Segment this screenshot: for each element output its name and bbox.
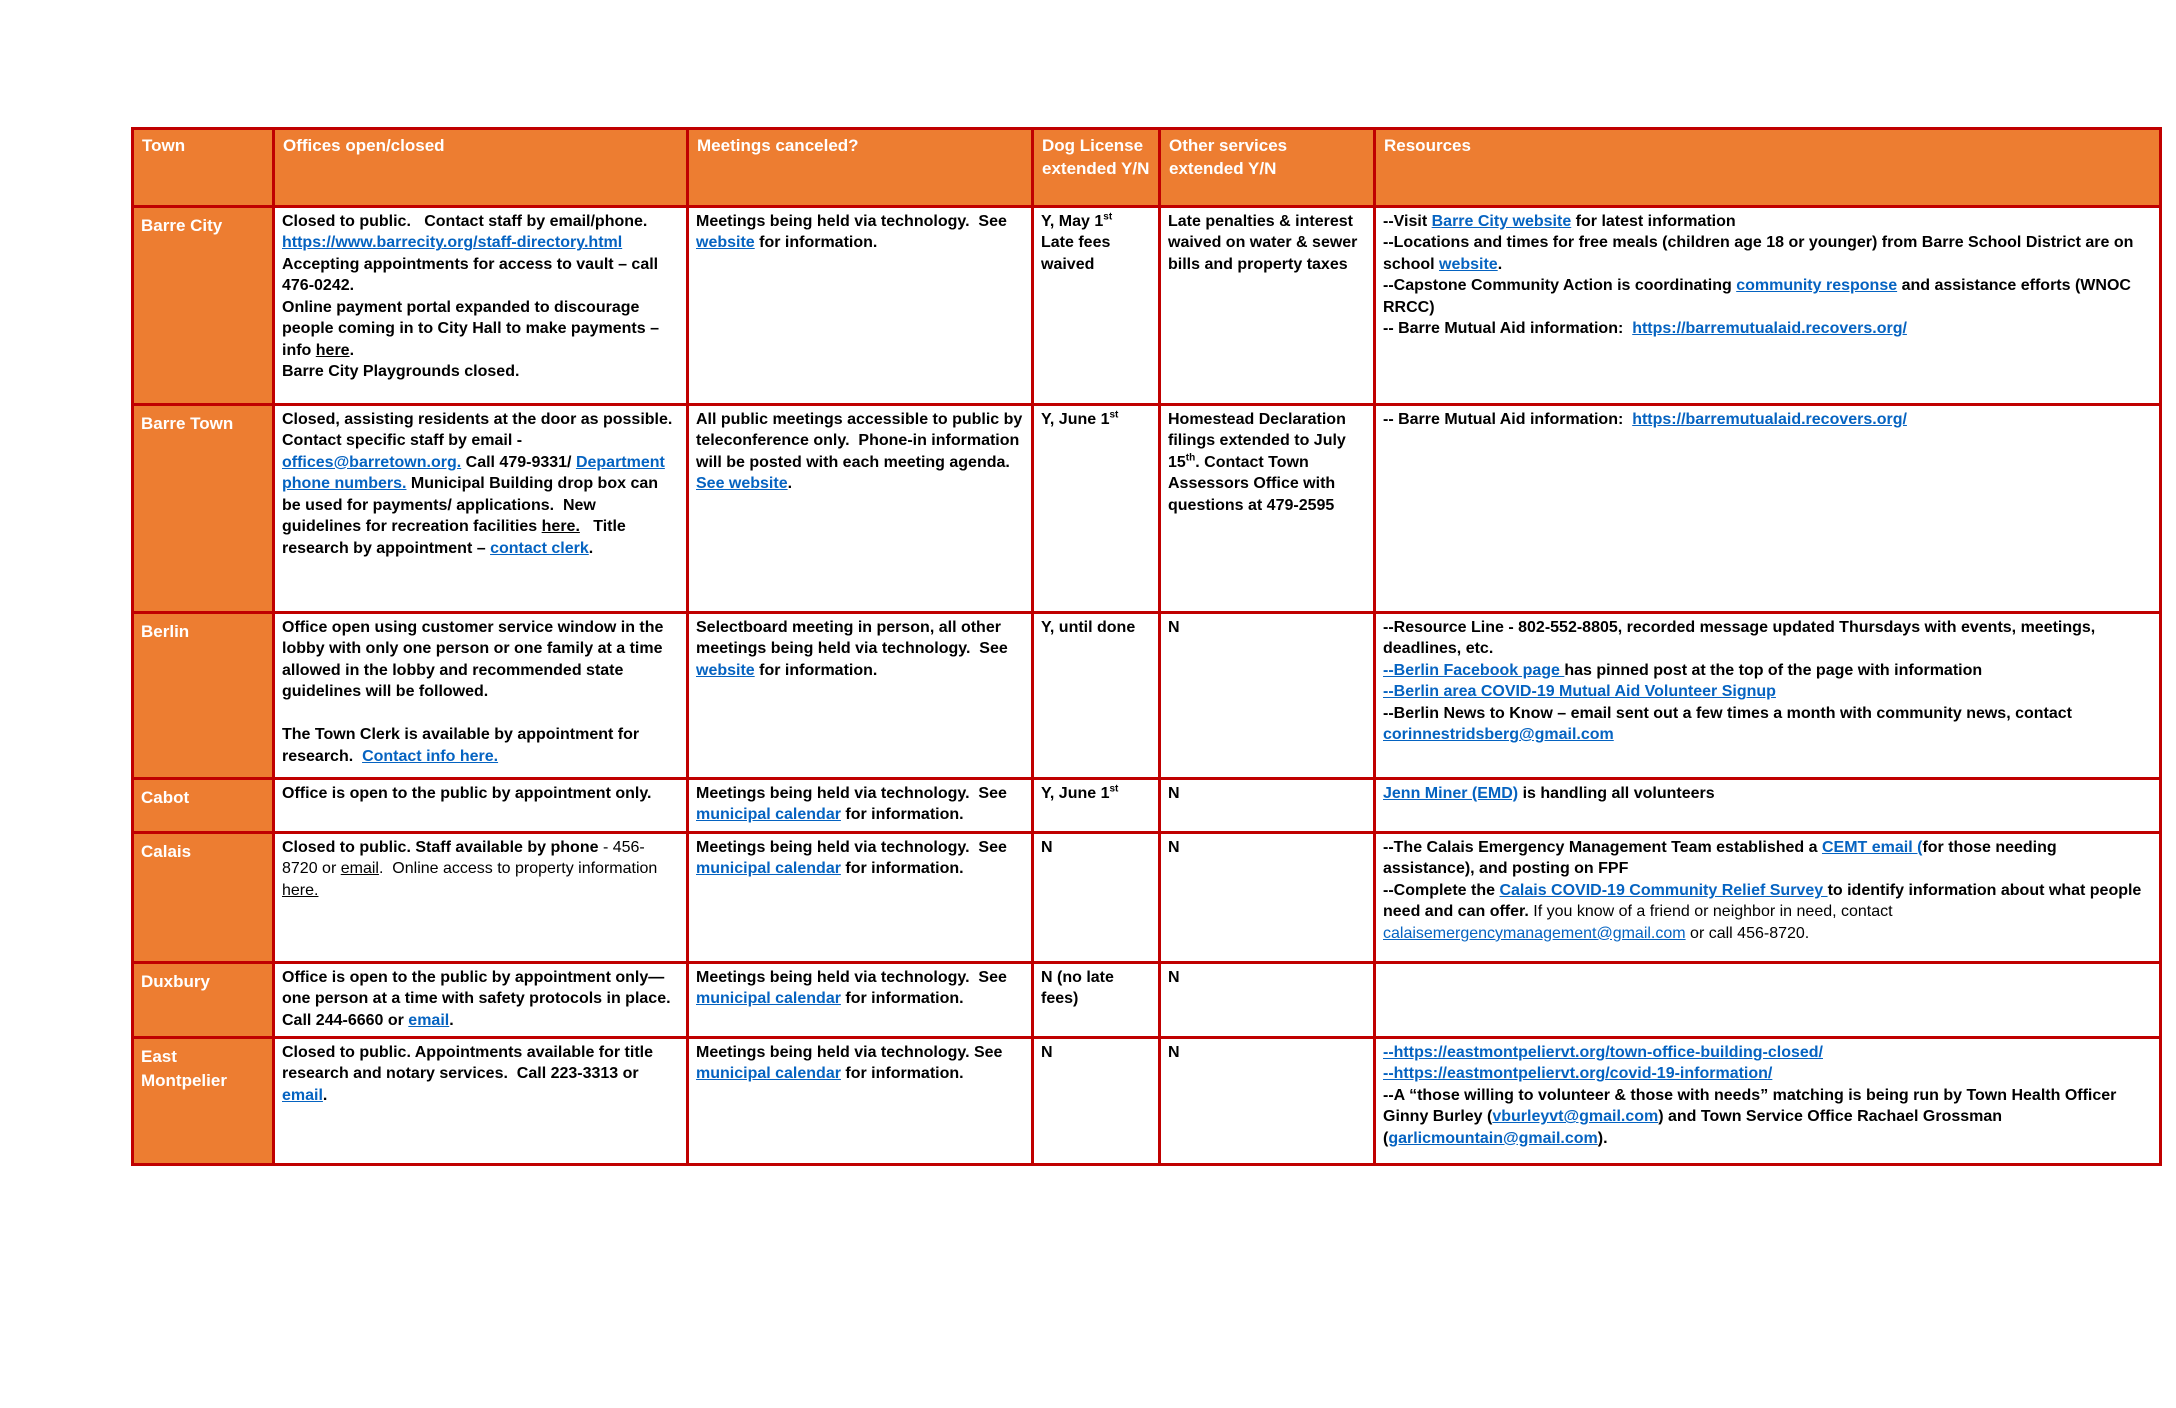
paragraph bbox=[282, 211, 679, 232]
text-run: . Online access to property information bbox=[378, 860, 658, 878]
text-run: --The Calais Emergency Management Team established a bbox=[1383, 839, 1822, 856]
cell-resources bbox=[1375, 405, 2161, 613]
text-run: Y, until done bbox=[1041, 619, 1136, 636]
cell-other bbox=[1160, 779, 1375, 833]
text-run: Title research by appointment – bbox=[282, 518, 626, 557]
text-run: --A “those willing to volunteer & those with needs” matching is being run by Town Health Officer Ginny Burley ( bbox=[1383, 1086, 2117, 1126]
link[interactable]: here. bbox=[541, 518, 580, 536]
text-run: Selectboard meeting in person, all other meetings being held via technology. See bbox=[696, 619, 1008, 658]
text-run: . bbox=[349, 341, 355, 359]
table-row bbox=[133, 833, 2161, 963]
paragraph bbox=[282, 409, 679, 559]
paragraph bbox=[696, 967, 1024, 1010]
paragraph bbox=[1383, 232, 2152, 275]
paragraph bbox=[282, 967, 679, 1031]
text-run: Meetings being held via technology. See bbox=[696, 1044, 1003, 1061]
link[interactable]: --https://eastmontpeliervt.org/covid-19-information/ bbox=[1383, 1065, 1773, 1083]
paragraph bbox=[1383, 837, 2152, 880]
town-cell: East Montpelier bbox=[133, 1038, 274, 1165]
text-run: N bbox=[1041, 839, 1053, 856]
text-run: Y, May 1 bbox=[1041, 213, 1104, 230]
paragraph bbox=[1383, 783, 2152, 804]
cell-offices bbox=[274, 779, 688, 833]
link[interactable]: municipal calendar bbox=[696, 1065, 841, 1083]
paragraph bbox=[1383, 211, 2152, 232]
cell-dog bbox=[1033, 779, 1160, 833]
link[interactable]: https://www.barrecity.org/staff-directory.html bbox=[282, 234, 623, 252]
table-body bbox=[133, 207, 2161, 1165]
cell-meetings bbox=[688, 405, 1033, 613]
cell-other bbox=[1160, 405, 1375, 613]
cell-dog bbox=[1033, 833, 1160, 963]
cell-meetings bbox=[688, 963, 1033, 1038]
text-run: Accepting appointments for access to vault – call 476-0242. bbox=[282, 255, 659, 295]
table-row bbox=[133, 405, 2161, 613]
text-run: N bbox=[1168, 969, 1180, 986]
text-run: -- Barre Mutual Aid information: bbox=[1383, 320, 1633, 338]
text-run: Closed to public. Contact staff by email/phone. bbox=[282, 213, 648, 230]
link[interactable]: Jenn Miner (EMD) bbox=[1383, 785, 1519, 802]
cell-offices bbox=[274, 833, 688, 963]
text-run: --Complete the bbox=[1383, 881, 1500, 899]
paragraph bbox=[1383, 1085, 2152, 1149]
link[interactable]: vburleyvt@gmail.com bbox=[1492, 1108, 1659, 1126]
cell-offices bbox=[274, 405, 688, 613]
cell-other bbox=[1160, 833, 1375, 963]
text-run: ). bbox=[1597, 1129, 1608, 1147]
paragraph bbox=[696, 617, 1024, 681]
paragraph bbox=[282, 361, 679, 382]
link[interactable]: municipal calendar bbox=[696, 990, 841, 1008]
text-run: Meetings being held via technology. See bbox=[696, 839, 1007, 856]
link[interactable]: email bbox=[408, 1011, 450, 1029]
text-run: . bbox=[787, 475, 793, 493]
link[interactable]: email bbox=[282, 1086, 323, 1104]
cell-meetings bbox=[688, 779, 1033, 833]
cell-other bbox=[1160, 207, 1375, 405]
town-status-table bbox=[131, 127, 2162, 1166]
paragraph bbox=[282, 232, 679, 253]
paragraph bbox=[1041, 783, 1151, 804]
link[interactable]: https://barremutualaid.recovers.org/ bbox=[1632, 411, 1907, 428]
col-header-town: Town bbox=[133, 129, 274, 207]
text-run: st bbox=[1103, 211, 1113, 223]
paragraph bbox=[1383, 318, 2152, 339]
paragraph bbox=[1168, 1042, 1366, 1063]
paragraph bbox=[282, 783, 679, 804]
paragraph bbox=[1041, 837, 1151, 858]
text-run: . bbox=[588, 539, 594, 557]
paragraph bbox=[696, 211, 1024, 254]
link[interactable]: calaisemergencymanagement@gmail.com bbox=[1383, 924, 1686, 942]
paragraph bbox=[1041, 409, 1151, 430]
text-run: N bbox=[1168, 619, 1180, 636]
text-run: N bbox=[1168, 839, 1180, 856]
link[interactable]: here bbox=[315, 341, 350, 359]
col-header-other-services: Other services extended Y/N bbox=[1160, 129, 1375, 207]
text-run: Meetings being held via technology. See bbox=[696, 213, 1007, 230]
link[interactable]: website bbox=[1439, 255, 1498, 273]
cell-offices bbox=[274, 963, 688, 1038]
cell-offices bbox=[274, 207, 688, 405]
link[interactable]: garlicmountain@gmail.com bbox=[1388, 1129, 1598, 1147]
link[interactable]: --Berlin area COVID-19 Mutual Aid Volunteer Signup bbox=[1383, 683, 1776, 701]
cell-dog bbox=[1033, 405, 1160, 613]
text-run: . bbox=[449, 1011, 454, 1029]
text-run: for information. bbox=[840, 860, 964, 878]
paragraph bbox=[282, 724, 679, 767]
link[interactable]: contact clerk bbox=[490, 539, 589, 557]
table-row bbox=[133, 963, 2161, 1038]
town-cell: Barre City bbox=[133, 207, 274, 405]
text-run: Municipal Building drop box can be used for payments/ applications. New guidelines for recreation facilities bbox=[282, 475, 659, 536]
link[interactable]: Barre City website bbox=[1431, 213, 1572, 230]
link[interactable]: Contact info here. bbox=[362, 747, 499, 765]
col-header-offices: Offices open/closed bbox=[274, 129, 688, 207]
paragraph bbox=[1383, 703, 2152, 746]
cell-dog bbox=[1033, 963, 1160, 1038]
text-run: N (no late fees) bbox=[1041, 969, 1114, 1008]
paragraph bbox=[1041, 232, 1151, 275]
paragraph bbox=[696, 1042, 1024, 1085]
link[interactable]: here. bbox=[282, 881, 319, 899]
link[interactable]: email bbox=[340, 860, 379, 878]
text-run: for information. bbox=[840, 1065, 964, 1083]
text-run: Y, June 1 bbox=[1041, 411, 1110, 428]
paragraph bbox=[1041, 1042, 1151, 1063]
text-run: Closed to public. Staff available by phone bbox=[282, 839, 603, 856]
paragraph bbox=[1383, 660, 2152, 681]
paragraph bbox=[1168, 409, 1366, 516]
paragraph bbox=[696, 837, 1024, 880]
link[interactable]: corinnestridsberg@gmail.com bbox=[1383, 726, 1614, 744]
text-run: for information. bbox=[840, 806, 964, 824]
paragraph bbox=[282, 703, 679, 724]
paragraph bbox=[1168, 967, 1366, 988]
text-run: Online payment portal expanded to discourage people coming in to City Hall to make payments – info bbox=[282, 298, 659, 359]
cell-meetings bbox=[688, 613, 1033, 779]
text-run: Late fees waived bbox=[1041, 234, 1111, 273]
text-run: ) and Town Service Office Rachael Grossman ( bbox=[1383, 1108, 2003, 1147]
cell-meetings bbox=[688, 833, 1033, 963]
paragraph bbox=[696, 783, 1024, 826]
link[interactable]: municipal calendar bbox=[696, 806, 841, 824]
cell-resources bbox=[1375, 1038, 2161, 1165]
text-run: All public meetings accessible to public by teleconference only. Phone-in information will be posted with each meeting agenda. bbox=[696, 411, 1023, 471]
cell-meetings bbox=[688, 207, 1033, 405]
text-run: --Locations and times for free meals (children age 18 or younger) from Barre School District are on school bbox=[1383, 234, 2134, 273]
cell-offices bbox=[274, 1038, 688, 1165]
text-run: or call 456-8720. bbox=[1685, 924, 1810, 942]
text-run: Meetings being held via technology. See bbox=[696, 969, 1007, 986]
table-row bbox=[133, 207, 2161, 405]
text-run: has pinned post at the top of the page with information bbox=[1564, 661, 1983, 679]
text-run: Call 479-9331/ bbox=[461, 453, 576, 471]
text-run: . bbox=[322, 1086, 328, 1104]
text-run: N bbox=[1168, 785, 1180, 802]
text-run: --Resource Line - 802-552-8805, recorded message updated Thursdays with events, meetings, deadlines, etc. bbox=[1383, 619, 2096, 658]
text-run: N bbox=[1168, 1044, 1180, 1061]
paragraph bbox=[1168, 617, 1366, 638]
col-header-meetings: Meetings canceled? bbox=[688, 129, 1033, 207]
town-cell: Duxbury bbox=[133, 963, 274, 1038]
link[interactable]: community response bbox=[1736, 277, 1898, 295]
paragraph bbox=[282, 297, 679, 361]
table-row bbox=[133, 779, 2161, 833]
cell-other bbox=[1160, 1038, 1375, 1165]
text-run: st bbox=[1109, 783, 1119, 795]
text-run: -- Barre Mutual Aid information: bbox=[1383, 411, 1633, 428]
text-run: If you know of a friend or neighbor in need, contact bbox=[1528, 903, 1893, 921]
paragraph bbox=[1041, 211, 1151, 232]
cell-resources bbox=[1375, 779, 2161, 833]
cell-offices bbox=[274, 613, 688, 779]
paragraph bbox=[696, 409, 1024, 495]
text-run: --Berlin News to Know – email sent out a few times a month with community news, contact bbox=[1383, 704, 2072, 722]
paragraph bbox=[282, 617, 679, 703]
paragraph bbox=[1168, 837, 1366, 858]
text-run: Closed to public. Appointments available for title research and notary services. Call 223-3313 or bbox=[282, 1044, 653, 1083]
text-run: for information. bbox=[840, 990, 964, 1008]
cell-meetings bbox=[688, 1038, 1033, 1165]
town-cell: Berlin bbox=[133, 613, 274, 779]
table-header bbox=[133, 129, 2161, 207]
paragraph bbox=[1168, 211, 1366, 275]
cell-dog bbox=[1033, 1038, 1160, 1165]
text-run: - 456-8720 or bbox=[282, 839, 645, 878]
text-run: --Capstone Community Action is coordinating bbox=[1383, 277, 1737, 295]
paragraph bbox=[1383, 1042, 2152, 1063]
text-run: st bbox=[1109, 409, 1119, 421]
link[interactable]: Department phone numbers. bbox=[282, 453, 665, 493]
paragraph bbox=[1383, 880, 2152, 944]
text-run: N bbox=[1041, 1044, 1053, 1061]
cell-resources bbox=[1375, 833, 2161, 963]
table-row bbox=[133, 613, 2161, 779]
link[interactable]: --Berlin Facebook page bbox=[1383, 661, 1565, 679]
table-row bbox=[133, 1038, 2161, 1165]
text-run: Y, June 1 bbox=[1041, 785, 1110, 802]
text-run: Office is open to the public by appointment only—one person at a time with safety protocols in place. Call 244-6660 or bbox=[282, 969, 675, 1029]
cell-other bbox=[1160, 613, 1375, 779]
cell-resources bbox=[1375, 963, 2161, 1038]
link[interactable]: municipal calendar bbox=[696, 860, 841, 878]
paragraph bbox=[1041, 617, 1151, 638]
paragraph bbox=[282, 1042, 679, 1106]
text-run: is handling all volunteers bbox=[1518, 785, 1715, 802]
link[interactable]: CEMT email ( bbox=[1821, 839, 1923, 856]
paragraph bbox=[1383, 681, 2152, 702]
paragraph bbox=[1383, 1063, 2152, 1084]
cell-dog bbox=[1033, 207, 1160, 405]
paragraph bbox=[282, 254, 679, 297]
town-cell: Barre Town bbox=[133, 405, 274, 613]
town-cell: Cabot bbox=[133, 779, 274, 833]
link[interactable]: offices@barretown.org. bbox=[282, 453, 462, 471]
paragraph bbox=[1383, 409, 2152, 430]
link[interactable]: Calais COVID-19 Community Relief Survey bbox=[1499, 881, 1828, 899]
text-run: Office open using customer service window in the lobby with only one person or one family at a time allowed in the lobby and recommended state guidelines will be followed. bbox=[282, 619, 664, 701]
cell-dog bbox=[1033, 613, 1160, 779]
col-header-dog-license: Dog License extended Y/N bbox=[1033, 129, 1160, 207]
town-cell: Calais bbox=[133, 833, 274, 963]
link[interactable]: website bbox=[696, 234, 755, 252]
link[interactable]: --https://eastmontpeliervt.org/town-office-building-closed/ bbox=[1383, 1044, 1823, 1061]
text-run: and assistance efforts (WNOC RRCC) bbox=[1383, 277, 2131, 316]
text-run: Barre City Playgrounds closed. bbox=[282, 363, 520, 381]
link[interactable]: See website bbox=[696, 475, 788, 493]
text-run: for latest information bbox=[1571, 213, 1736, 230]
text-run: The Town Clerk is available by appointment for research. bbox=[282, 726, 640, 765]
paragraph bbox=[1383, 617, 2152, 660]
text-run: Meetings being held via technology. See bbox=[696, 785, 1007, 802]
paragraph bbox=[1383, 275, 2152, 318]
link[interactable]: https://barremutualaid.recovers.org/ bbox=[1632, 320, 1907, 338]
cell-resources bbox=[1375, 207, 2161, 405]
text-run: --Visit bbox=[1383, 213, 1432, 230]
paragraph bbox=[1041, 967, 1151, 1010]
header-row bbox=[133, 129, 2161, 207]
cell-resources bbox=[1375, 613, 2161, 779]
cell-other bbox=[1160, 963, 1375, 1038]
col-header-resources: Resources bbox=[1375, 129, 2161, 207]
text-run: . bbox=[1497, 255, 1503, 273]
text-run: . Contact Town Assessors Office with questions at 479-2595 bbox=[1168, 453, 1336, 514]
text-run: for information. bbox=[754, 661, 878, 679]
paragraph bbox=[282, 837, 679, 901]
text-run: for those needing assistance), and posting on FPF bbox=[1383, 839, 2057, 878]
text-run: Office is open to the public by appointment only. bbox=[282, 785, 652, 802]
text-run: for information. bbox=[754, 234, 878, 252]
text-run: to identify information about what people need and can offer. bbox=[1383, 881, 2142, 921]
link[interactable]: website bbox=[696, 661, 755, 679]
paragraph bbox=[1168, 783, 1366, 804]
text-run: th bbox=[1185, 452, 1196, 464]
text-run: Late penalties & interest waived on water & sewer bills and property taxes bbox=[1168, 213, 1358, 273]
text-run: Closed, assisting residents at the door as possible. Contact specific staff by email - bbox=[282, 411, 673, 450]
text-run: Homestead Declaration filings extended to July 15 bbox=[1168, 411, 1346, 471]
